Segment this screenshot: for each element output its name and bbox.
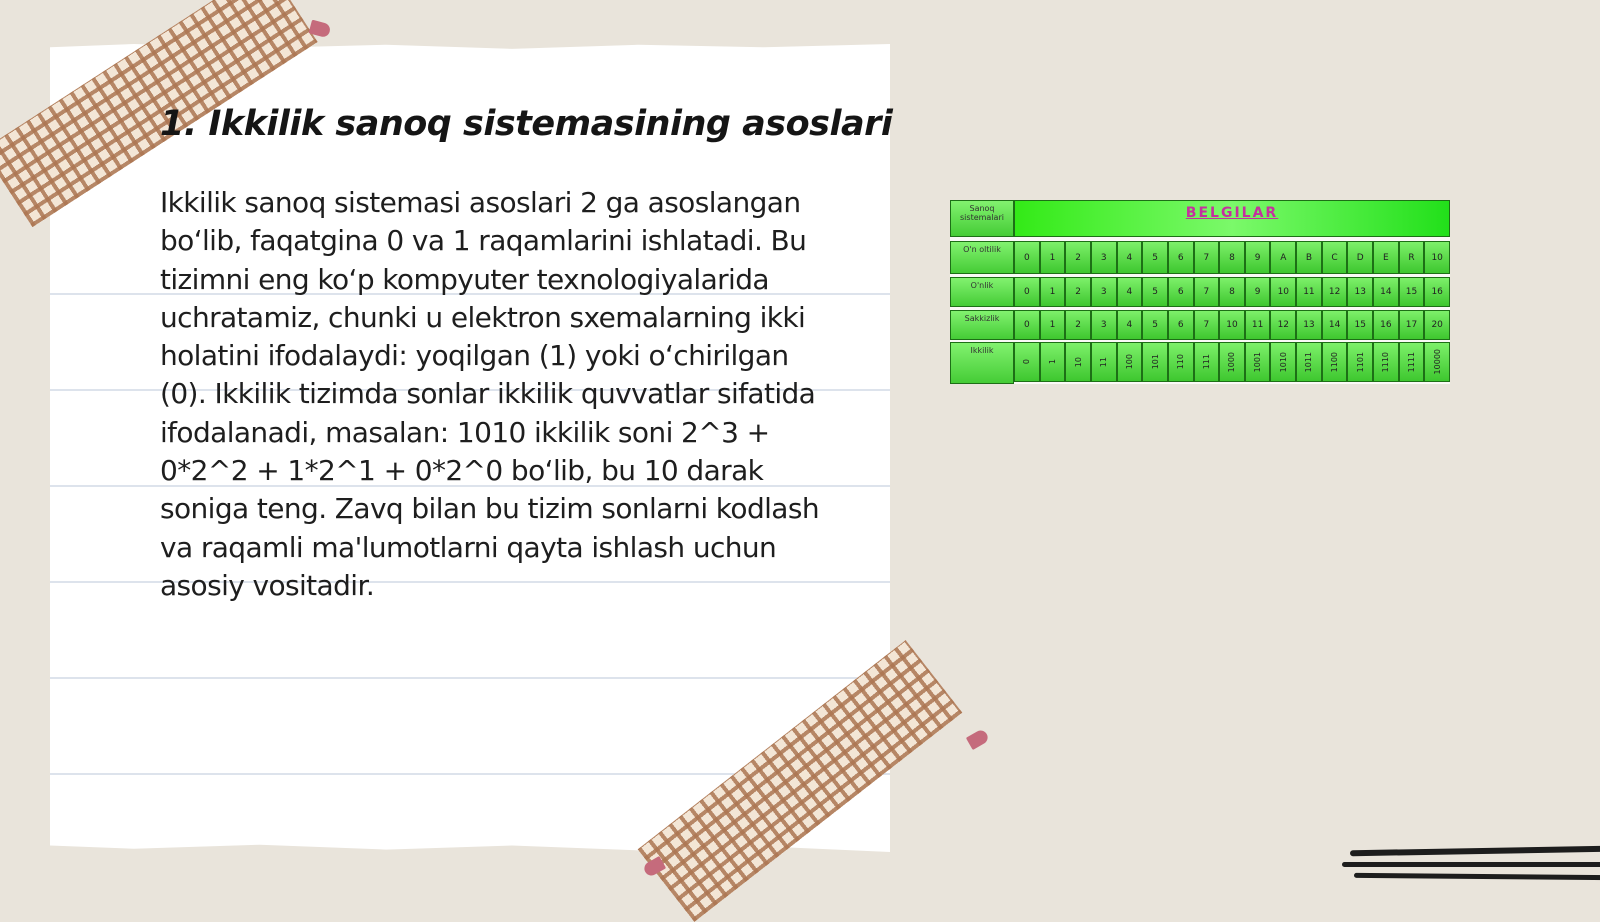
table-cell: 1111 (1399, 342, 1425, 382)
paper-rule-line (50, 677, 890, 679)
table-cell: 4 (1117, 241, 1143, 274)
table-cell: 4 (1117, 277, 1143, 307)
table-cell: 3 (1091, 277, 1117, 307)
table-cell: 2 (1065, 241, 1091, 274)
table-cell: 1110 (1373, 342, 1399, 382)
table-cell: 2 (1065, 277, 1091, 307)
table-cell: 111 (1194, 342, 1220, 382)
table-cell: 1 (1040, 241, 1066, 274)
table-cell: A (1270, 241, 1296, 274)
table-cell: 11 (1091, 342, 1117, 382)
table-cell: B (1296, 241, 1322, 274)
table-cell: 13 (1347, 277, 1373, 307)
table-cell: 15 (1347, 310, 1373, 340)
brush-stroke (1342, 862, 1600, 867)
slide-title: 1. Ikkilik sanoq sistemasining asoslari (160, 104, 893, 144)
table-cell: 5 (1142, 241, 1168, 274)
table-row-label: Sakkizlik (950, 310, 1014, 340)
table-cell: 17 (1399, 310, 1425, 340)
table-cell: 10 (1065, 342, 1091, 382)
table-cell: 1000 (1219, 342, 1245, 382)
table-cell: 3 (1091, 310, 1117, 340)
table-cell: 14 (1322, 310, 1348, 340)
table-cell: E (1373, 241, 1399, 274)
table-cell: 12 (1322, 277, 1348, 307)
table-cell: 16 (1373, 310, 1399, 340)
table-cell: 2 (1065, 310, 1091, 340)
table-cell: 0 (1014, 277, 1040, 307)
table-cell: 110 (1168, 342, 1194, 382)
table-cell: 101 (1142, 342, 1168, 382)
table-cell: 10 (1424, 241, 1450, 274)
table-cell: 1 (1040, 277, 1066, 307)
table-cell: 6 (1168, 241, 1194, 274)
slide-body-text: Ikkilik sanoq sistemasi asoslari 2 ga asoslangan bo‘lib, faqatgina 0 va 1 raqamlarini ishlatadi. Bu tizimni eng ko‘p kompyuter texnologiyalarida uchratamiz, chunki u elektron sxemalarning ikki holatini ifodalaydi: yoqilgan (1) yoki o‘chirilgan (0). Ikkilik tizimda sonlar ikkilik quvvatlar sifatida ifodalanadi, masalan: 1010 ikkilik soni 2^3 + 0*2^2 + 1*2^1 + 0*2^0 bo‘lib, bu 10 darak soniga teng. Zavq bilan bu tizim sonlarni kodlash va raqamli ma'lumotlarni qayta ishlash uchun asosiy vositadir. (160, 186, 819, 602)
number-systems-table-image (950, 200, 1450, 384)
table-cell: 10 (1219, 310, 1245, 340)
table-cell: 3 (1091, 241, 1117, 274)
table-cell: 1001 (1245, 342, 1271, 382)
table-cell: 14 (1373, 277, 1399, 307)
table-cell: 1100 (1322, 342, 1348, 382)
table-cell: R (1399, 241, 1425, 274)
table-cell: 7 (1194, 241, 1220, 274)
table-cell: 1010 (1270, 342, 1296, 382)
pin-decoration (966, 728, 990, 750)
table-cell: 0 (1014, 342, 1040, 382)
table-cell: 11 (1245, 310, 1271, 340)
table-cell: C (1322, 241, 1348, 274)
table-cell: 1101 (1347, 342, 1373, 382)
table-cell: 5 (1142, 310, 1168, 340)
table-cell: 9 (1245, 277, 1271, 307)
table-cell: 1 (1040, 342, 1066, 382)
brush-stroke (1354, 873, 1600, 880)
table-cell: 10000 (1424, 342, 1450, 382)
table-cell: 4 (1117, 310, 1143, 340)
table-row-label: Ikkilik (950, 342, 1014, 384)
table-header-belgilar: BELGILAR (1014, 200, 1450, 237)
table-cell: D (1347, 241, 1373, 274)
table-cell: 7 (1194, 310, 1220, 340)
table-cell: 6 (1168, 277, 1194, 307)
table-cell: 100 (1117, 342, 1143, 382)
table-cell: 13 (1296, 310, 1322, 340)
table-cell: 12 (1270, 310, 1296, 340)
table-cell: 1011 (1296, 342, 1322, 382)
table-row-label: O'n oltilik (950, 241, 1014, 274)
table-cell: 16 (1424, 277, 1450, 307)
table-cell: 0 (1014, 241, 1040, 274)
table-cell: 9 (1245, 241, 1271, 274)
table-cell: 20 (1424, 310, 1450, 340)
table-cell: 5 (1142, 277, 1168, 307)
table-cell: 11 (1296, 277, 1322, 307)
table-cell: 8 (1219, 241, 1245, 274)
table-cell: 6 (1168, 310, 1194, 340)
table-row-label: O'nlik (950, 277, 1014, 307)
table-corner-label: Sanoq sistemalari (950, 200, 1014, 237)
table-cell: 15 (1399, 277, 1425, 307)
table-cell: 8 (1219, 277, 1245, 307)
table-cell: 10 (1270, 277, 1296, 307)
table-cell: 1 (1040, 310, 1066, 340)
table-cell: 7 (1194, 277, 1220, 307)
brush-stroke (1350, 846, 1600, 857)
table-cell: 0 (1014, 310, 1040, 340)
